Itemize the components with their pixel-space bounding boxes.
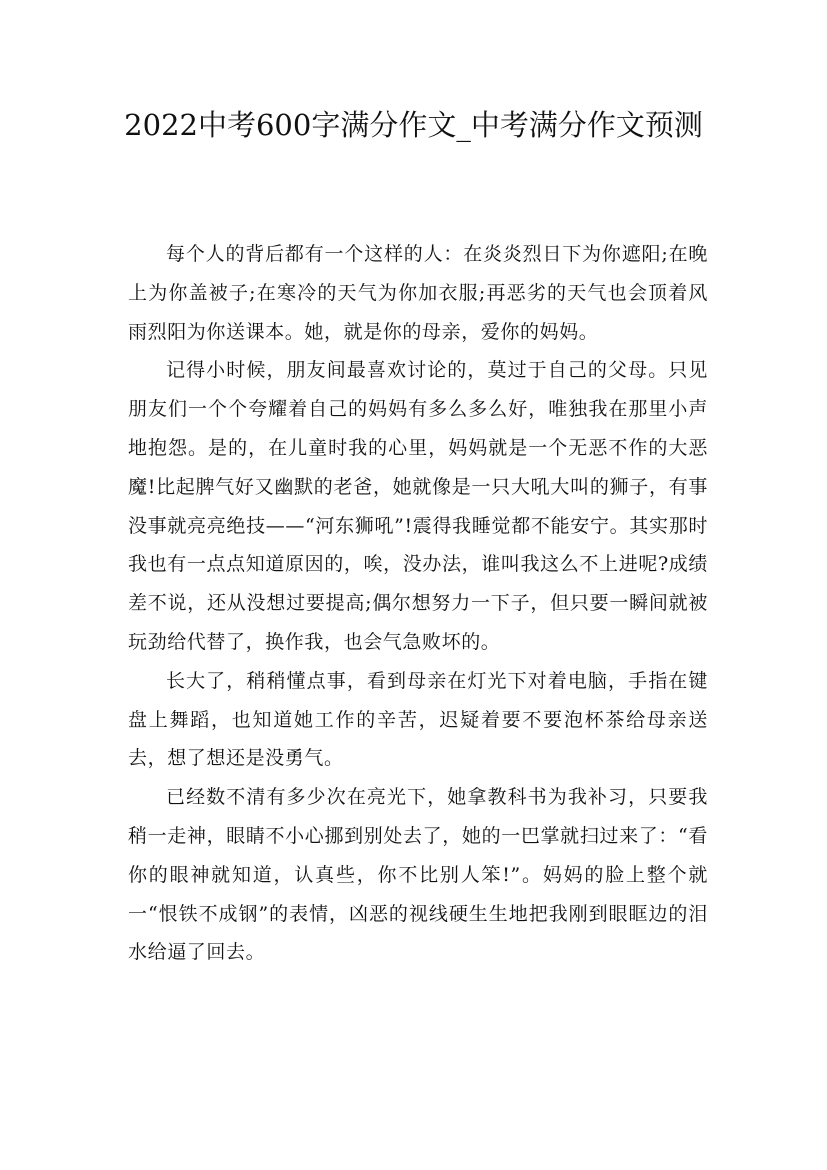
document-title: 2022中考600字满分作文_中考满分作文预测 <box>124 108 703 142</box>
paragraph-1: 每个人的背后都有一个这样的人：在炎炎烈日下为你遮阳;在晚上为你盖被子;在寒冷的天气为你加衣服;再恶劣的天气也会顶着风雨烈阳为你送课本。她，就是你的母亲，爱你的妈妈。 <box>128 243 708 343</box>
paragraph-4: 已经数不清有多少次在亮光下，她拿教科书为我补习，只要我稍一走神，眼睛不小心挪到别处去了，她的一巴掌就扫过来了：“看你的眼神就知道，认真些，你不比别人笨!”。妈妈的脸上整个就一“恨铁不成钢”的表情，凶恶的视线硬生生地把我刚到眼眶边的泪水给逼了回去。 <box>128 786 708 964</box>
article-body <box>128 235 708 972</box>
paragraph-3: 长大了，稍稍懂点事，看到母亲在灯光下对着电脑，手指在键盘上舞蹈，也知道她工作的辛苦，迟疑着要不要泡杯茶给母亲送去，想了想还是没勇气。 <box>128 669 708 770</box>
paragraph-2: 记得小时候，朋友间最喜欢讨论的，莫过于自己的父母。只见朋友们一个个夸耀着自己的妈妈有多么多么好，唯独我在那里小声地抱怨。是的，在儿童时我的心里，妈妈就是一个无恶不作的大恶魔!比起脾气好又幽默的老爸，她就像是一只大吼大叫的狮子，有事没事就亮亮绝技——“河东狮吼”!震得我睡觉都不能安宁。其实那时我也有一点点知道原因的，唉，没办法，谁叫我这么不上进呢?成绩差不说，还从没想过要提高;偶尔想努力一下子，但只要一瞬间就被玩劲给代替了，换作我，也会气急败坏的。 <box>128 359 708 653</box>
